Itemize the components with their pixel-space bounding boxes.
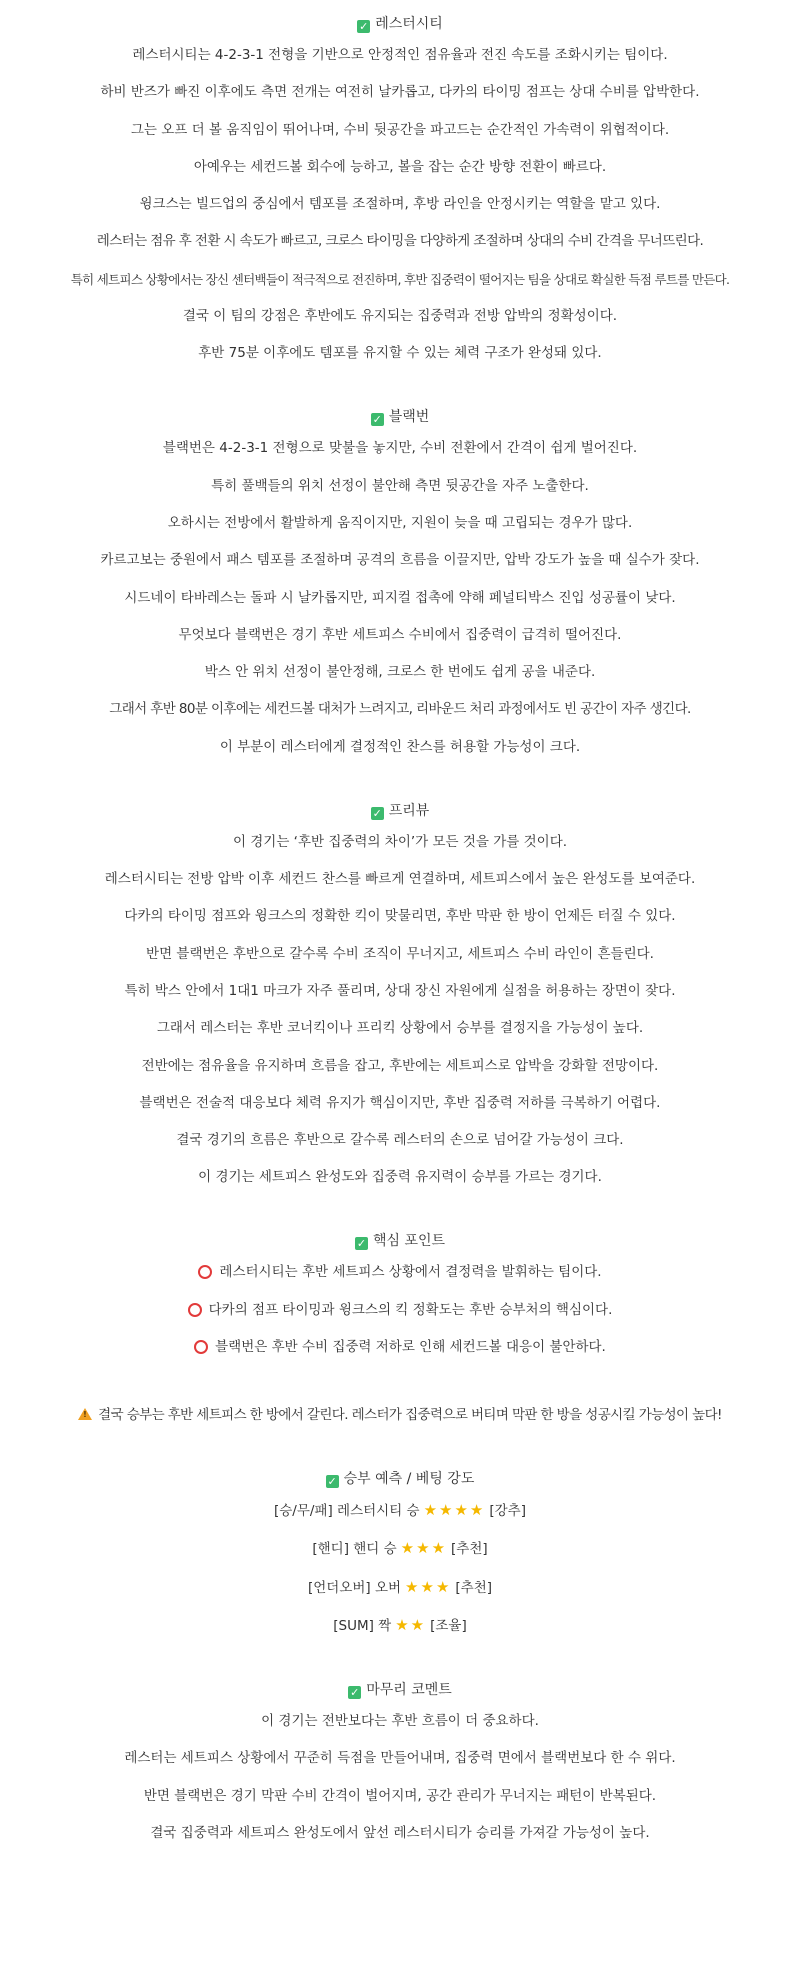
section-key-points [0, 1232, 800, 1357]
paragraph-line: 다카의 타이밍 점프와 윙크스의 정확한 킥이 맞물리면, 후반 막판 한 방이 언제든 터질 수 있다. [124, 908, 676, 925]
paragraph-line: 전반에는 점유율을 유지하며 흐름을 잡고, 후반에는 세트피스로 압박을 강화할 전망이다. [141, 1057, 659, 1074]
section-heading [0, 15, 800, 34]
section-heading [0, 1681, 800, 1700]
paragraph-line: 시드네이 타바레스는 돌파 시 날카롭지만, 피지컬 접촉에 약해 페널티박스 진입 성공률이 낮다. [124, 589, 676, 606]
paragraph-line: 특히 박스 안에서 1대1 마크가 자주 풀리며, 상대 장신 자원에게 실점을 허용하는 장면이 잦다. [124, 982, 676, 999]
prediction-row [0, 1539, 800, 1559]
section-title: 마무리 코멘트 [366, 1681, 452, 1698]
pick-label: [핸디] 핸디 승 [312, 1541, 397, 1558]
pick-label: [승/무/패] 레스터시티 승 [273, 1503, 420, 1520]
section-leicester [0, 15, 800, 363]
list-item [0, 1263, 800, 1282]
list-item [0, 1338, 800, 1357]
section-title: 프리뷰 [388, 802, 430, 819]
section-blackburn [0, 408, 800, 756]
star-rating-icon: ★★★★ [423, 1501, 486, 1520]
red-circle-icon [194, 1340, 208, 1354]
paragraph-line: 오하시는 전방에서 활발하게 움직이지만, 지원이 늦을 때 고립되는 경우가 많다. [167, 514, 633, 531]
red-circle-icon [198, 1265, 212, 1279]
prediction-row [0, 1578, 800, 1598]
pick-label: [언더오버] 오버 [307, 1579, 402, 1596]
section-title: 핵심 포인트 [372, 1233, 446, 1250]
paragraph-line: 이 부분이 레스터에게 결정적인 찬스를 허용할 가능성이 크다. [219, 738, 581, 755]
paragraph-line: 반면 블랙번은 경기 막판 수비 간격이 벌어지며, 공간 관리가 무너지는 패턴이 반복된다. [143, 1787, 657, 1804]
alert-line [0, 1406, 800, 1425]
section-heading [0, 408, 800, 427]
section-title: 블랙번 [388, 409, 430, 426]
star-rating-icon: ★★★ [405, 1577, 452, 1596]
check-icon: ✓ [372, 806, 382, 820]
check-icon: ✓ [350, 1685, 360, 1699]
pick-strength: [조율] [430, 1617, 467, 1634]
check-icon: ✓ [372, 413, 382, 427]
list-item [0, 1301, 800, 1320]
section-prediction [0, 1470, 800, 1636]
paragraph-line: 특히 풀백들의 위치 선정이 불안해 측면 뒷공간을 자주 노출한다. [211, 477, 589, 494]
star-rating-icon: ★★★ [400, 1539, 448, 1558]
paragraph-line: 그래서 후반 80분 이후에는 세컨드볼 대처가 느려지고, 리바운드 처리 과정에서도 빈 공간이 자주 생긴다. [109, 701, 691, 718]
section-heading [0, 1232, 800, 1251]
paragraph-line: 이 경기는 전반보다는 후반 흐름이 더 중요하다. [261, 1712, 539, 1729]
list-item-text: 다카의 점프 타이밍과 윙크스의 킥 정확도는 후반 승부처의 핵심이다. [208, 1301, 613, 1318]
check-icon: ✓ [356, 1237, 367, 1251]
red-circle-icon [188, 1303, 202, 1317]
star-rating-icon: ★★ [395, 1615, 427, 1634]
paragraph-line: 후반 75분 이후에도 템포를 유지할 수 있는 체력 구조가 완성돼 있다. [198, 345, 602, 362]
paragraph-line: 그래서 레스터는 후반 코너킥이나 프리킥 상황에서 승부를 결정지을 가능성이 높다. [156, 1020, 644, 1037]
list-item-text: 블랙번은 후반 수비 집중력 저하로 인해 세컨드볼 대응이 불안하다. [215, 1339, 606, 1356]
paragraph-line: 특히 세트피스 상황에서는 장신 센터백들이 적극적으로 전진하며, 후반 집중력이 떨어지는 팀을 상대로 확실한 득점 루트를 만든다. [70, 271, 730, 287]
paragraph-line: 결국 경기의 흐름은 후반으로 갈수록 레스터의 손으로 넘어갈 가능성이 크다. [176, 1132, 624, 1149]
paragraph-line: 이 경기는 세트피스 완성도와 집중력 유지력이 승부를 가르는 경기다. [198, 1169, 602, 1186]
paragraph-line: 무엇보다 블랙번은 경기 후반 세트피스 수비에서 집중력이 급격히 떨어진다. [178, 626, 622, 643]
pick-strength: [추천] [455, 1579, 493, 1596]
paragraph-line: 윙크스는 빌드업의 중심에서 템포를 조절하며, 후방 라인을 안정시키는 역할을 맡고 있다. [139, 196, 661, 213]
section-closing [0, 1681, 800, 1843]
paragraph-line: 결국 집중력과 세트피스 완성도에서 앞선 레스터시티가 승리를 가져갈 가능성이 높다. [150, 1824, 650, 1841]
paragraph-line: 레스터시티는 4-2-3-1 전형을 기반으로 안정적인 점유율과 전진 속도를 조화시키는 팀이다. [132, 47, 668, 63]
pick-strength: [강추] [489, 1503, 526, 1520]
pick-strength: [추천] [451, 1541, 488, 1558]
section-heading [0, 1470, 800, 1489]
paragraph-line: 레스터는 점유 후 전환 시 속도가 빠르고, 크로스 타이밍을 다양하게 조절하며 상대의 수비 간격을 무너뜨린다. [96, 233, 704, 250]
paragraph-line: 카르고보는 중원에서 패스 템포를 조절하며 공격의 흐름을 이끌지만, 압박 강도가 높을 때 실수가 잦다. [100, 552, 700, 569]
paragraph-line: 박스 안 위치 선정이 불안정해, 크로스 한 번에도 쉽게 공을 내준다. [204, 664, 596, 681]
paragraph-line: 블랙번은 전술적 대응보다 체력 유지가 핵심이지만, 후반 집중력 저하를 극복하기 어렵다. [139, 1094, 661, 1111]
warning-icon: ! [78, 1408, 92, 1420]
paragraph-line: 하비 반즈가 빠진 이후에도 측면 전개는 여전히 날카롭고, 다카의 타이밍 점프는 상대 수비를 압박한다. [100, 84, 700, 101]
pick-label: [SUM] 짝 [333, 1617, 392, 1634]
list-item-text: 레스터시티는 후반 세트피스 상황에서 결정력을 발휘하는 팀이다. [219, 1264, 602, 1281]
paragraph-line: 반면 블랙번은 후반으로 갈수록 수비 조직이 무너지고, 세트피스 수비 라인이 흔들린다. [146, 945, 654, 962]
section-heading [0, 802, 800, 821]
section-title: 레스터시티 [375, 16, 443, 32]
paragraph-line: 레스터는 세트피스 상황에서 꾸준히 득점을 만들어내며, 집중력 면에서 블랙번보다 한 수 위다. [124, 1750, 676, 1767]
paragraph-line: 레스터시티는 전방 압박 이후 세컨드 찬스를 빠르게 연결하며, 세트피스에서 높은 완성도를 보여준다. [104, 871, 696, 888]
conclusion-alert [0, 1402, 800, 1425]
prediction-row [0, 1501, 800, 1521]
section-title: 승부 예측 / 베팅 강도 [343, 1471, 475, 1488]
paragraph-line: 블랙번은 4-2-3-1 전형으로 맞불을 놓지만, 수비 전환에서 간격이 쉽게 벌어진다. [162, 440, 638, 457]
paragraph-line: 아예우는 세컨드볼 회수에 능하고, 볼을 잡는 순간 방향 전환이 빠르다. [193, 158, 607, 175]
paragraph-line: 결국 이 팀의 강점은 후반에도 유지되는 집중력과 전방 압박의 정확성이다. [182, 308, 618, 325]
section-preview [0, 802, 800, 1188]
check-icon: ✓ [359, 20, 369, 33]
paragraph-line: 이 경기는 ‘후반 집중력의 차이’가 모든 것을 가를 것이다. [232, 833, 568, 850]
check-icon: ✓ [327, 1475, 337, 1489]
prediction-row [0, 1616, 800, 1636]
paragraph-line: 그는 오프 더 볼 움직임이 뛰어나며, 수비 뒷공간을 파고드는 순간적인 가속력이 위협적이다. [130, 121, 670, 138]
alert-text: 결국 승부는 후반 세트피스 한 방에서 갈린다. 레스터가 집중력으로 버티며 막판 한 방을 성공시킬 가능성이 높다! [98, 1407, 722, 1424]
